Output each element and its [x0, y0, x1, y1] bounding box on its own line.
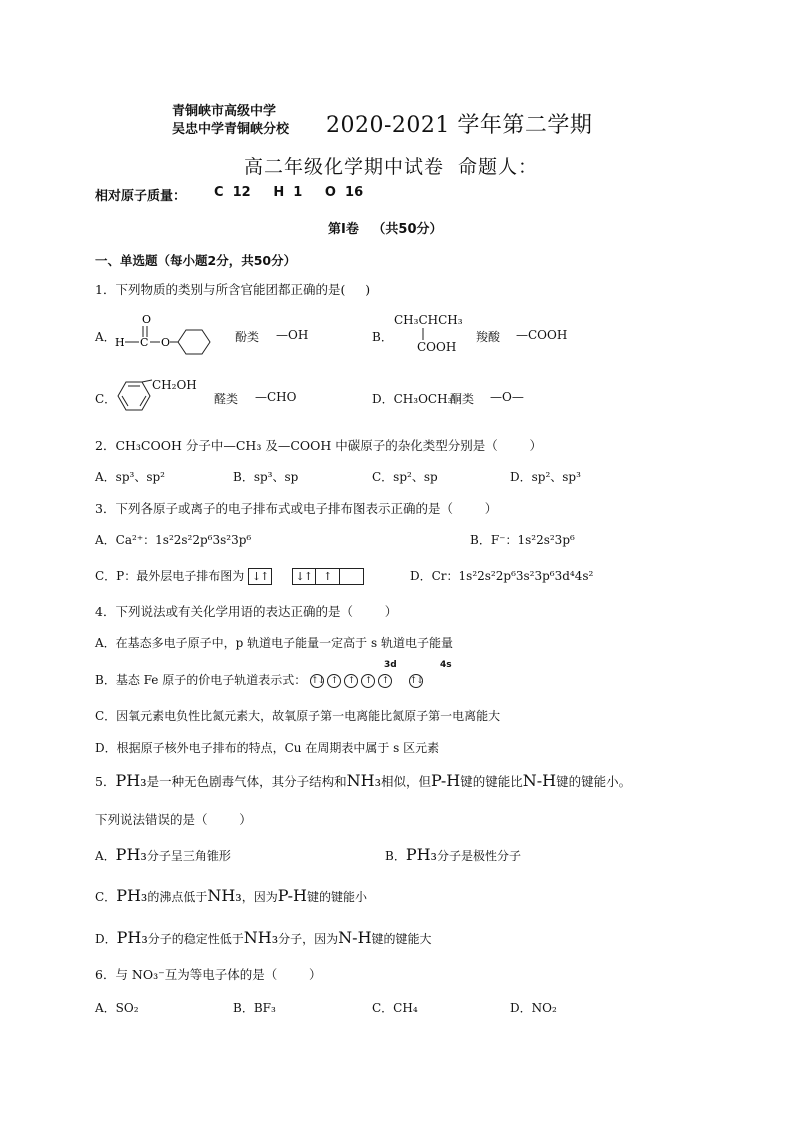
q5-c-ph3: PH₃	[116, 886, 148, 905]
atomic-mass-label: 相对原子质量：	[95, 189, 187, 204]
q5-option-a	[95, 845, 231, 864]
q1-c-sub: CH₂OH	[152, 378, 197, 392]
orbital-box-3p-2: ↑	[316, 568, 340, 585]
fe-3d-orbital-2: ↑	[327, 674, 341, 688]
nh-bond: N-H	[522, 771, 557, 790]
q4-option-d: D．根据原子核外电子排布的特点，Cu 在周期表中属于 s 区元素	[95, 741, 440, 755]
q2-option-d: D．sp²、sp³	[510, 470, 581, 484]
q5-a-text: 分子呈三角锥形	[146, 849, 231, 863]
q5-a-label: A．	[95, 849, 116, 863]
q1-c-label: C．	[95, 392, 117, 406]
q5-stem-end: 键的键能小。	[556, 774, 632, 789]
orbital-box-3p-1: ↓↑	[292, 568, 316, 585]
q5-c-text1: 的沸点低于	[147, 890, 208, 904]
q3-stem: 3．下列各原子或离子的电子排布式或电子排布图表示正确的是（ ）	[95, 501, 498, 516]
q1-b-bond	[420, 328, 426, 340]
q4-option-c: C．因氧元素电负性比氮元素大，故氧原子第一电离能比氮原子第一电离能大	[95, 709, 501, 723]
fe-4s-orbital: ↑↓	[409, 675, 423, 686]
q1-a-label: A．	[95, 330, 116, 344]
q3-option-a: A．Ca²⁺：1s²2s²2p⁶3s²3p⁶	[95, 533, 252, 547]
fe-3d-orbital-5: ↑	[378, 674, 392, 688]
q1-b-label: B．	[372, 330, 393, 344]
ph-bond: P-H	[431, 771, 461, 790]
q4-option-a: A．在基态多电子原子中，p 轨道电子能量一定高于 s 轨道电子能量	[95, 636, 453, 650]
q2-option-a: A．sp³、sp²	[95, 470, 165, 484]
q5-d-ph3: PH₃	[116, 928, 148, 947]
q3-option-d: D．Cr：1s²2s²2p⁶3s²3p⁶3d⁴4s²	[410, 569, 594, 583]
q5-stem	[95, 771, 631, 790]
q3-option-c-text: C．P：最外层电子排布图为	[95, 569, 245, 583]
fe-3d-orbital-3: ↑	[344, 674, 358, 688]
setter-label: 命题人：	[458, 156, 539, 178]
volume-title: 第Ⅰ卷 （共50分）	[328, 222, 443, 237]
q3-option-c	[95, 567, 364, 585]
q2-stem: 2．CH₃COOH 分子中—CH₃ 及—COOH 中碳原子的杂化类型分别是（ ）	[95, 438, 543, 453]
q1-b-class: 羧酸	[476, 330, 501, 344]
q5-stem-part1: 是一种无色剧毒气体，其分子结构和	[146, 774, 347, 789]
q4-option-b-text: B．基态 Fe 原子的价电子轨道表示式：	[95, 673, 307, 687]
section-title: 一、单选题（每小题2分，共50分）	[95, 253, 297, 268]
school-name-1: 青铜峡市高级中学	[172, 104, 277, 119]
q6-option-a: A．SO₂	[95, 1001, 139, 1015]
q5-d-text3: 键的键能大	[371, 932, 432, 946]
orbital-4s-label: 4s	[440, 660, 452, 670]
q5-c-text2: ，因为	[241, 890, 278, 904]
q1-c-group: —CHO	[255, 390, 297, 404]
q1-b-group: —COOH	[516, 328, 568, 342]
q1-b-bottom: COOH	[417, 340, 457, 354]
svg-text:C: C	[140, 336, 149, 349]
phenyl-formate-structure	[112, 310, 222, 356]
q5-c-label: C．	[95, 890, 117, 904]
q6-option-b: B．BF₃	[233, 1001, 276, 1015]
fe-3d-orbital-4: ↑	[361, 674, 375, 688]
svg-text:O: O	[161, 336, 171, 349]
q5-option-d	[95, 928, 432, 947]
q1-d-group: —O—	[490, 390, 524, 404]
q6-option-d: D．NO₂	[510, 1001, 557, 1015]
nh3-formula: NH₃	[346, 771, 381, 790]
orbital-3d-label: 3d	[384, 660, 397, 670]
q1-stem: 1．下列物质的类别与所含官能团都正确的是( )	[95, 282, 371, 297]
q1-b-top: CH₃CHCH₃	[394, 313, 463, 327]
q5-option-c	[95, 886, 367, 905]
year-title: 2020-2021 学年第二学期	[326, 113, 593, 138]
q5-b-text: 分子是极性分子	[436, 849, 521, 863]
q4-option-b	[95, 671, 426, 688]
school-name-2: 吴忠中学青铜峡分校	[172, 122, 290, 137]
exam-title: 高二年级化学期中试卷	[244, 156, 445, 178]
q5-number: 5．	[95, 774, 116, 789]
q5-stem-part2: 相似，但	[380, 774, 431, 789]
svg-text:O: O	[142, 313, 152, 326]
q6-stem: 6．与 NO₃⁻互为等电子体的是（ ）	[95, 967, 322, 982]
q5-option-b	[385, 845, 521, 864]
fe-3d-orbital-1: ↑↓	[311, 675, 325, 686]
q5-d-nh-bond: N-H	[338, 928, 372, 947]
q4-stem: 4．下列说法或有关化学用语的表达正确的是（ ）	[95, 604, 398, 619]
atomic-mass-values: C 12 H 1 O 16	[214, 185, 364, 200]
q1-d-label: D．CH₃OCH₃	[372, 392, 453, 406]
q2-option-b: B．sp³、sp	[233, 470, 299, 484]
q5-a-ph3: PH₃	[115, 845, 147, 864]
svg-text:H: H	[115, 336, 125, 349]
orbital-box-3s: ↓↑	[248, 568, 272, 585]
q2-option-c: C．sp²、sp	[372, 470, 438, 484]
q1-d-class: 酮类	[450, 392, 475, 406]
q5-d-text1: 分子的稳定性低于	[147, 932, 244, 946]
q5-c-nh3: NH₃	[207, 886, 242, 905]
q5-c-text3: 键的键能小	[306, 890, 367, 904]
q5-d-nh3: NH₃	[243, 928, 279, 947]
ph3-formula: PH₃	[115, 771, 147, 790]
q1-c-class: 醛类	[214, 392, 239, 406]
q1-a-class: 酚类	[235, 330, 260, 344]
q5-stem-part3: 键的键能比	[460, 774, 523, 789]
q5-b-label: B．	[385, 849, 406, 863]
q5-stem-2: 下列说法错误的是（ ）	[95, 812, 252, 827]
q5-d-text2: 分子，因为	[278, 932, 339, 946]
orbital-box-3p-3	[340, 568, 364, 585]
q3-option-b: B．F⁻：1s²2s²3p⁶	[470, 533, 575, 547]
q5-c-ph-bond: P-H	[277, 886, 307, 905]
q5-b-ph3: PH₃	[405, 845, 437, 864]
q1-a-group: —OH	[276, 328, 309, 342]
q6-option-c: C．CH₄	[372, 1001, 418, 1015]
q5-d-label: D．	[95, 932, 117, 946]
